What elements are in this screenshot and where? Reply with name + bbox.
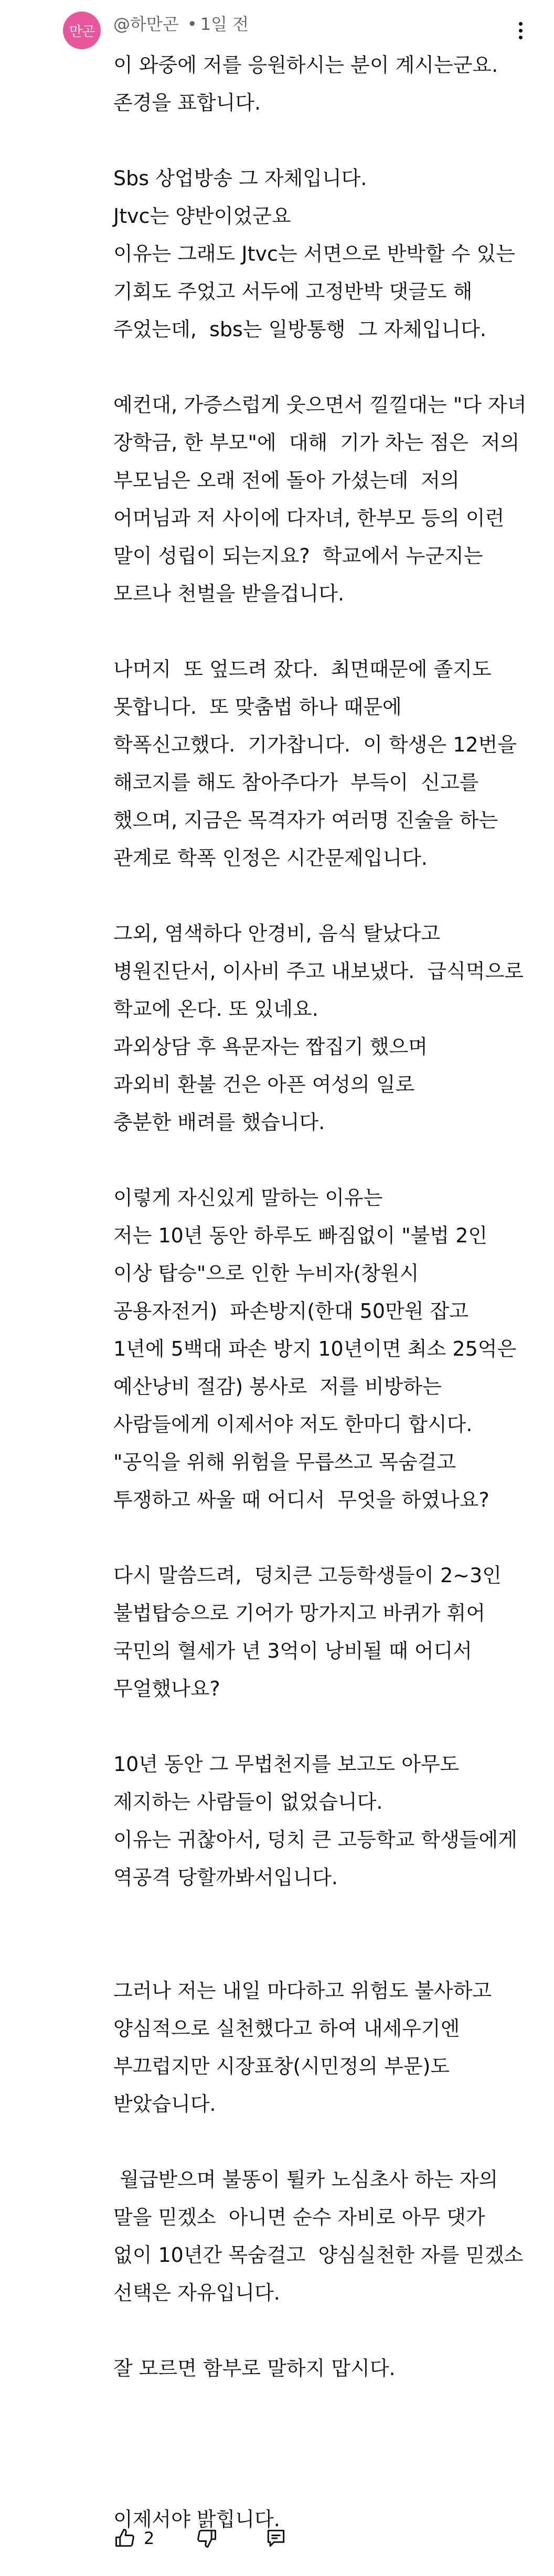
comment-time[interactable]: 1일 전 [200,14,249,34]
comment-text-line: 선택은 자유입니다. [113,2281,280,2304]
comment-paragraph [113,1972,533,2123]
comment-text-line: 투쟁하고 싸울 때 어디서 무엇을 하였나요? [113,1488,489,1511]
comment-text-line [113,2387,533,2425]
comment-text-line: 학폭신고했다. 기가찹니다. 이 학생은 12번을 [113,733,517,756]
avatar[interactable] [63,12,101,49]
comment-text-line: 그러나 저는 내일 마다하고 위험도 불사하고 [113,1979,492,2002]
comment-text-line: 충분한 배려를 했습니다. [113,1111,325,1134]
comment-text-line: 말이 성립이 되는지요? 학교에서 누군지는 [113,544,483,567]
dislike-button[interactable] [195,2527,218,2550]
comment-text-line: 나머지 또 엎드려 잤다. 최면때문에 졸지도 [113,658,492,681]
comment-text-line: 저는 10년 동안 하루도 빠짐없이 "불법 2인 [113,1224,488,1247]
comment-text-line: 이유는 그래도 Jtvc는 서면으로 반박할 수 있는 [113,242,515,265]
comment-text-line [113,1896,533,1934]
comment-text-line: 이렇게 자신있게 말하는 이유는 [113,1186,383,1209]
thumbs-down-icon [195,2527,218,2550]
comment-text-line: 공용자전거) 파손방지(한대 50만원 잡고 [113,1300,468,1323]
comment-body [113,46,533,2576]
comment-text-line: 해코지를 해도 참아주다가 부득이 신고를 [113,771,479,794]
comment-text-line: 양심적으로 실천했다고 하여 내세우기엔 [113,2017,460,2040]
comment-text-line: 역공격 당할까봐서입니다. [113,1866,338,1889]
separator-dot: • [187,14,197,34]
comment-text-line: 말을 믿겠소 아니면 순수 자비로 아무 댓가 [113,2206,485,2229]
comment-text-line: 제지하는 사람들이 없었습니다. [113,1790,383,1813]
comment-text-line: 다시 말씀드려, 덩치큰 고등학생들이 2~3인 [113,1564,502,1587]
comment-text-line: 과외상담 후 욕문자는 짭집기 했으며 [113,1035,428,1058]
comment-paragraph [113,1745,533,1934]
reply-button[interactable] [264,2527,287,2550]
comment-text-line: 잘 모르면 함부로 말하지 맙시다. [113,2357,396,2380]
avatar-text: 만곤 [69,24,95,40]
comment-header [113,13,249,36]
comment-paragraph [113,386,533,613]
comment-text-line: 못합니다. 또 맞춤법 하나 때문에 [113,695,402,718]
comment-text-line: 이 와중에 저를 응원하시는 분이 계시는군요. [113,53,498,77]
comment-text-line: 10년 동안 그 무법천지를 보고도 아무도 [113,1753,460,1776]
comment-text-line: 주었는데, sbs는 일방통행 그 자체입니다. [113,318,486,341]
more-vertical-icon [519,22,523,26]
comment-text-line: 받았습니다. [113,2092,216,2116]
author-name[interactable]: @하만곤 [113,14,179,34]
comment-text-line: 불법탑승으로 기어가 망가지고 바퀴가 휘어 [113,1602,486,1625]
comment-text-line: Sbs 상업방송 그 자체입니다. [113,167,367,190]
thumbs-up-icon [113,2527,136,2550]
more-actions-button[interactable] [510,16,531,45]
like-count: 2 [144,2528,155,2548]
like-button[interactable] [113,2527,154,2550]
comment-paragraph [113,650,533,877]
comment-text-line: 어머님과 저 사이에 다자녀, 한부모 등의 이런 [113,507,505,530]
comment-paragraph [113,2349,533,2463]
comment-text-line: 이유는 귀찮아서, 덩치 큰 고등학교 학생들에게 [113,1828,517,1851]
comment-text-line: 사람들에게 이제서야 저도 한마디 합시다. [113,1413,473,1436]
comment-paragraph [113,1179,533,1519]
comment-text-line: 이제서야 밝힙니다. [113,2508,280,2531]
comment-text-line: 부끄럽지만 시장표창(시민정의 부문)도 [113,2055,450,2078]
comment-text-line: 장학금, 한 부모"에 대해 기가 차는 점은 저의 [113,431,520,454]
comment-text-line: 과외비 환불 건은 아픈 여성의 일로 [113,1073,415,1096]
comment-paragraph [113,915,533,1141]
comment-text-line: 1년에 5백대 파손 방지 10년이면 최소 25억은 [113,1337,517,1360]
comment-text-line: 국민의 혈세가 년 3억이 낭비될 때 어디서 [113,1639,472,1662]
comment-text-line: 존경을 표합니다. [113,91,261,114]
comment-paragraph [113,2161,533,2312]
comment-text-line [113,2425,533,2463]
comment-text-line: 없이 10년간 목숨걸고 양심실천한 자를 믿겠소 [113,2244,524,2267]
reply-icon [264,2527,287,2550]
comment-text-line: Jtvc는 양반이었군요 [113,205,291,228]
comment-paragraph [113,1557,533,1708]
comment-paragraph [113,46,533,122]
comment-text-line: 예컨대, 가증스럽게 웃으면서 낄낄대는 "다 자녀 [113,393,527,416]
comment-text-line: 월급받으며 불똥이 튈카 노심초사 하는 자의 [113,2168,498,2191]
comment-text-line: 예산낭비 절감) 봉사로 저를 비방하는 [113,1375,442,1398]
comment-text-line: 기회도 주었고 서두에 고정반박 댓글도 해 [113,280,473,303]
comment-text-line: 그외, 염색하다 안경비, 음식 탈났다고 [113,922,441,945]
comment-paragraph [113,159,533,348]
comment-text-line: 이상 탑승"으로 인한 누비자(창원시 [113,1262,419,1285]
comment-text-line: "공익을 위해 위험을 무릅쓰고 목숨걸고 [113,1451,456,1474]
comment-text-line: 했으며, 지금은 목격자가 여러명 진술을 하는 [113,809,498,832]
comment-actions [113,2521,287,2555]
comment-text-line: 무얼했나요? [113,1677,220,1700]
comment-text-line: 학교에 온다. 또 있네요. [113,997,318,1021]
comment-text-line: 병원진단서, 이사비 주고 내보냈다. 급식먹으로 [113,960,524,983]
comment-text-line: 모르나 천벌을 받을겁니다. [113,582,345,605]
comment-text-line: 관계로 학폭 인정은 시간문제입니다. [113,846,428,870]
comment-text-line: 부모님은 오래 전에 돌아 가셨는데 저의 [113,469,460,492]
